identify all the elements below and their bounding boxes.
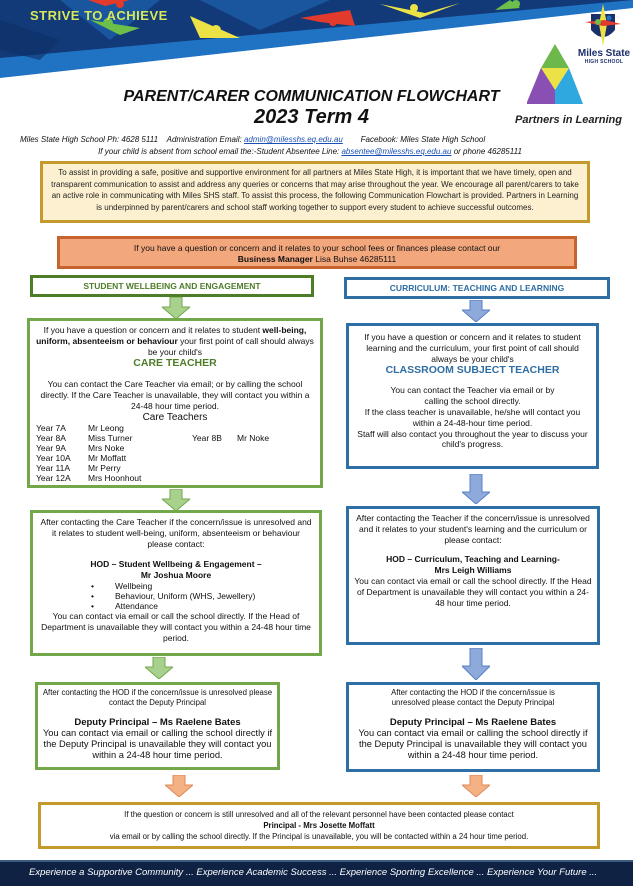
arrow-down-icon [162, 297, 190, 319]
principal-body: via email or by calling the school directly. If the Principal is unavailable, you will be contacted within a 24 hour time period. [109, 832, 529, 841]
deputy-body: You can contact via email or calling the school directly if the Deputy Principal is unavailable they will contact you within a 24-48 hour time period. [358, 728, 588, 760]
school-logo-text [575, 48, 633, 65]
arrow-down-icon [462, 300, 490, 322]
absentee-line [20, 147, 600, 156]
page-subtitle: 2023 Term 4 [254, 106, 369, 128]
arrow-down-icon [462, 474, 490, 504]
deputy-principal-box-wellbeing [35, 682, 280, 770]
subject-teacher-title: CLASSROOM SUBJECT TEACHER [385, 364, 560, 377]
footer-banner: Experience a Supportive Community ... Experience Academic Success ... Experience Sporting Excellence ... Experience Your Future ... [0, 860, 633, 886]
school-phone: Miles State High School Ph: 4628 5111 [20, 135, 159, 144]
hod-wellbeing-body: You can contact via email or call the school directly. If the Head of Department is unavailable they will contact you within a 24-48 hour time period. [41, 610, 311, 643]
list-item: Year 7A Mr Leong [36, 422, 124, 433]
arrow-down-icon [165, 775, 193, 797]
list-item: Year 8A Miss Turner [36, 432, 133, 443]
hod-wellbeing-name: Mr Joshua Moore [140, 570, 212, 581]
hod-curriculum-intro: After contacting the Teacher if the concern/issue is unresolved and it relates to your student's learning and the curriculum or please contact: [356, 513, 590, 545]
contact-line [20, 135, 600, 144]
list-item: Year 11A Mr Perry [36, 462, 121, 473]
subject-teacher-body2: If the class teacher is unavailable, he/she will contact you within a 24-48-hour time period. [364, 406, 581, 428]
list-item: • Wellbeing [115, 581, 313, 591]
care-teacher-title: CARE TEACHER [133, 357, 217, 370]
care-teacher-intro: If you have a question or concern and it relates to student well-being, uniform, absenteeism or behaviour your first point of call should always be your child's [36, 325, 314, 357]
list-item: Year 10A Mr Moffatt [36, 452, 127, 463]
hod-curriculum-body: You can contact via email or call the school directly. If the Head of Department is unavailable they will contact you within a 24-48 hour time period. [354, 575, 592, 608]
arrow-down-icon [145, 657, 173, 679]
wellbeing-header: STUDENT WELLBEING AND ENGAGEMENT [30, 275, 314, 297]
deputy-role: Deputy Principal – Ms Raelene Bates [74, 717, 241, 728]
admin-email-label: Administration Email: [166, 135, 242, 144]
banner-slogan: STRIVE TO ACHIEVE [30, 8, 168, 23]
facebook-label: Facebook: Miles State High School [360, 135, 486, 144]
deputy-body: You can contact via email or calling the school directly if the Deputy Principal is unavailable they will contact you within a 24-48 hour time period. [42, 728, 273, 760]
subject-teacher-body1: You can contact the Teacher via email or by calling the school directly. [390, 385, 555, 407]
principal-role: Principal - Mrs Josette Moffatt [263, 821, 375, 830]
absentee-label: If your child is absent from school email the:-Student Absentee Line: [98, 147, 340, 156]
principal-box [38, 802, 600, 849]
hod-curriculum-role: HOD – Curriculum, Teaching and Learning- [386, 554, 560, 565]
absentee-email-link[interactable]: absentee@milesshs.eq.edu.au [341, 147, 452, 156]
curriculum-header: CURRICULUM: TEACHING AND LEARNING [344, 277, 610, 299]
hod-wellbeing-intro: After contacting the Care Teacher if the concern/issue is unresolved and it relates to student well-being, uniform, absenteeism or behaviour please contact: [40, 517, 312, 549]
arrow-down-icon [162, 489, 190, 511]
deputy-principal-box-curriculum [346, 682, 600, 772]
school-sub: HIGH SCHOOL [584, 59, 624, 65]
list-item: Year 12A Mrs Hoonhout [36, 472, 142, 483]
admin-email-link[interactable]: admin@milesshs.eq.edu.au [243, 135, 343, 144]
care-teachers-heading: Care Teachers [142, 411, 208, 423]
intro-box: To assist in providing a safe, positive and supportive environment for all partners at Miles State High, it is important that we have timely, open and transparent communication to assist and address any queries or concerns that may arise throughout the year. We encourage all parent/carers to take an active role in communicating with Miles SHS staff. To assist this process, the following Communication Flowchart is provided. Partners in Learning is underpinned by parent/carers and school staff working together to support every student to achieve successful outcomes. [40, 161, 590, 223]
partners-tagline: Partners in Learning [515, 114, 622, 126]
hod-wellbeing-areas [39, 581, 313, 611]
hod-curriculum-box [346, 506, 600, 645]
list-item: • Attendance [115, 601, 313, 611]
subject-teacher-intro: If you have a question or concern and it relates to student learning and the curriculum, your first point of call should always be your child's [364, 332, 581, 364]
arrow-down-icon [462, 775, 490, 797]
hod-wellbeing-box [30, 510, 322, 656]
absentee-phone: or phone 46285111 [453, 147, 522, 156]
page-title: PARENT/CARER COMMUNICATION FLOWCHART [123, 88, 500, 105]
hod-curriculum-name: Mrs Leigh Williams [434, 565, 512, 576]
school-name: Miles State [577, 48, 631, 59]
list-item: • Behaviour, Uniform (WHS, Jewellery) [115, 591, 313, 601]
school-crest-icon [585, 4, 621, 46]
deputy-intro: After contacting the HOD if the concern/issue is unresolved please contact the Deputy Principal [42, 688, 273, 707]
care-teacher-box [27, 318, 323, 488]
deputy-intro: After contacting the HOD if the concern/issue is unresolved please contact the Deputy Principal [391, 688, 555, 707]
finance-box [57, 236, 577, 269]
care-teachers-list [36, 423, 314, 483]
finance-contact: Lisa Buhse 46285111 [315, 254, 397, 264]
care-teacher-body: You can contact the Care Teacher via email; or by calling the school directly. If the Care Teacher is unavailable, they will contact you within a 24-48 hour time period. [40, 379, 310, 411]
arrow-down-icon [462, 648, 490, 680]
list-item: Year 8B Mr Noke [192, 432, 270, 443]
principal-intro: If the question or concern is still unresolved and all of the relevant personnel have been contacted please contact [124, 810, 514, 819]
list-item: Year 9A Mrs Noke [36, 442, 125, 453]
deputy-role: Deputy Principal – Ms Raelene Bates [389, 717, 557, 728]
hod-wellbeing-role: HOD – Student Wellbeing & Engagement – [90, 559, 262, 570]
finance-role: Business Manager [237, 254, 313, 264]
subject-teacher-body3: Staff will also contact you throughout the year to discuss your child's progress. [357, 428, 588, 450]
subject-teacher-box [346, 323, 599, 469]
finance-text: If you have a question or concern and it relates to your school fees or finances please contact our [133, 243, 501, 253]
